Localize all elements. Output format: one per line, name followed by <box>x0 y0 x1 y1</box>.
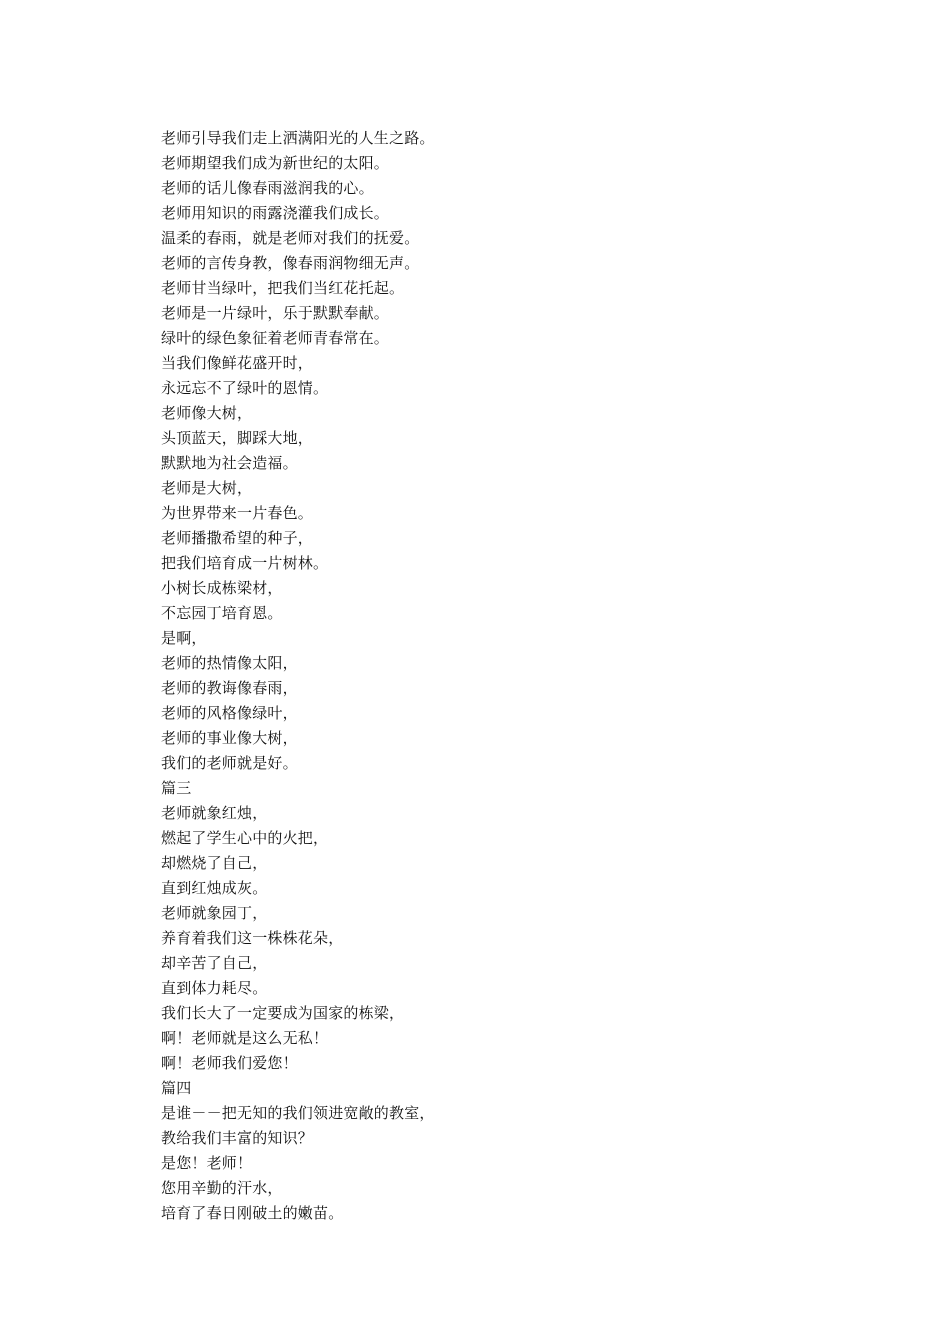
text-line: 是您！老师！ <box>161 1154 253 1172</box>
text-line: 直到体力耗尽。 <box>161 979 268 997</box>
text-line: 您用辛勤的汗水， <box>161 1179 283 1197</box>
text-line: 直到红烛成灰。 <box>161 879 268 897</box>
text-line: 养育着我们这一株株花朵， <box>161 929 344 947</box>
text-line: 老师的教诲像春雨， <box>161 679 298 697</box>
text-line: 当我们像鲜花盛开时， <box>161 354 314 372</box>
section-heading: 篇四 <box>161 1079 192 1097</box>
text-line: 老师甘当绿叶，把我们当红花托起。 <box>161 279 405 297</box>
text-line: 老师用知识的雨露浇灌我们成长。 <box>161 204 390 222</box>
text-line: 老师引导我们走上洒满阳光的人生之路。 <box>161 129 435 147</box>
text-line: 老师是大树， <box>161 479 253 497</box>
text-line: 温柔的春雨，就是老师对我们的抚爱。 <box>161 229 420 247</box>
text-line: 老师就象园丁， <box>161 904 268 922</box>
text-line: 老师期望我们成为新世纪的太阳。 <box>161 154 390 172</box>
text-line: 啊！老师就是这么无私！ <box>161 1029 329 1047</box>
text-line: 老师的话儿像春雨滋润我的心。 <box>161 179 374 197</box>
text-line: 老师像大树， <box>161 404 253 422</box>
section-heading: 篇三 <box>161 779 192 797</box>
text-line: 老师的热情像太阳， <box>161 654 298 672</box>
text-line: 是谁－－把无知的我们领进宽敞的教室， <box>161 1104 435 1122</box>
text-line: 是啊， <box>161 629 207 647</box>
text-line: 把我们培育成一片树林。 <box>161 554 329 572</box>
text-line: 我们长大了一定要成为国家的栋梁， <box>161 1004 405 1022</box>
text-line: 老师的言传身教，像春雨润物细无声。 <box>161 254 420 272</box>
text-line: 教给我们丰富的知识？ <box>161 1129 314 1147</box>
text-line: 默默地为社会造福。 <box>161 454 298 472</box>
text-line: 永远忘不了绿叶的恩情。 <box>161 379 329 397</box>
poem-text <box>161 126 861 1226</box>
text-line: 我们的老师就是好。 <box>161 754 298 772</box>
text-line: 头顶蓝天，脚踩大地， <box>161 429 314 447</box>
text-line: 老师是一片绿叶，乐于默默奉献。 <box>161 304 390 322</box>
text-line: 绿叶的绿色象征着老师青春常在。 <box>161 329 390 347</box>
text-line: 燃起了学生心中的火把， <box>161 829 329 847</box>
text-line: 为世界带来一片春色。 <box>161 504 314 522</box>
text-line: 却燃烧了自己， <box>161 854 268 872</box>
text-line: 老师播撒希望的种子， <box>161 529 314 547</box>
text-line: 老师的事业像大树， <box>161 729 298 747</box>
text-line: 培育了春日刚破土的嫩苗。 <box>161 1204 344 1222</box>
text-line: 啊！老师我们爱您！ <box>161 1054 298 1072</box>
text-line: 老师就象红烛， <box>161 804 268 822</box>
text-line: 老师的风格像绿叶， <box>161 704 298 722</box>
text-line: 不忘园丁培育恩。 <box>161 604 283 622</box>
text-line: 却辛苦了自己， <box>161 954 268 972</box>
text-line: 小树长成栋梁材， <box>161 579 283 597</box>
